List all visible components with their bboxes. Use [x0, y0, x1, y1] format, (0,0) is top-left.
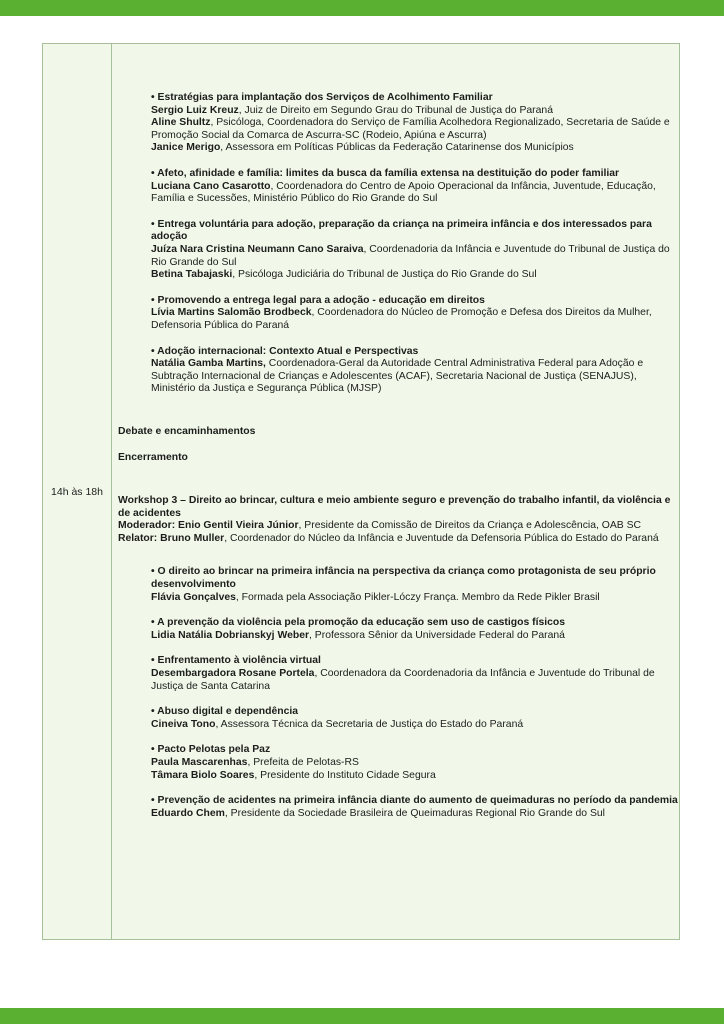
speaker-desc: , Formada pela Associação Pikler-Lóczy França. Membro da Rede Pikler Brasil: [235, 591, 600, 603]
topic-block: [151, 295, 678, 333]
speaker: [151, 668, 678, 693]
topic-title: • Afeto, afinidade e família: limites da busca da família extensa na destituição do poder familiar: [151, 167, 620, 179]
speaker: [151, 244, 678, 269]
time-slot: 14h às 18h: [51, 486, 103, 498]
speaker-desc: , Coordenadora da Coordenadoria da Infância e Juventude do Tribunal de Justiça de Santa Catarina: [151, 668, 655, 692]
speaker-name: Luciana Cano Casarotto: [151, 180, 271, 192]
speaker-desc: Coordenadora-Geral da Autoridade Central Administrativa Federal para Adoção e Subtração Internacional de Crianças e Adolescentes (ACAF), Secretaria Nacional de Justiça (SENAJUS), Ministério da Justiça e Segurança Pública (MJSP): [151, 358, 644, 395]
topic-title: • Pacto Pelotas pela Paz: [151, 744, 271, 756]
speaker-name: Flávia Gonçalves: [151, 591, 236, 603]
speaker-desc: , Prefeita de Pelotas-RS: [247, 756, 359, 768]
debate-heading: Debate e encaminhamentos: [118, 425, 256, 437]
closing-heading: Encerramento: [118, 452, 188, 464]
moderator-desc: , Presidente da Comissão de Direitos da Criança e Adolescência, OAB SC: [298, 520, 642, 532]
speaker-desc: , Coordenadoria da Infância e Juventude do Tribunal de Justiça do Rio Grande do Sul: [151, 243, 670, 268]
speaker-name: Betina Tabajaski: [151, 269, 233, 281]
speaker: [151, 770, 678, 783]
topic-title: • O direito ao brincar na primeira infância na perspectiva da criança como protagonista de seu próprio desenvolvimento: [151, 566, 656, 591]
topic-block: [151, 744, 678, 782]
top-accent-bar: [0, 0, 724, 16]
bottom-accent-bar: [0, 1008, 724, 1024]
workshop-moderator: [118, 520, 678, 533]
topic-block: [151, 219, 678, 282]
speaker-name: Desembargadora Rosane Portela: [151, 668, 315, 679]
speaker: [151, 358, 678, 396]
topic-block: [151, 168, 678, 206]
speaker-name: Eduardo Chem: [151, 807, 225, 819]
speaker: [151, 105, 678, 118]
topic-block: [151, 706, 678, 731]
topic-block: [151, 566, 678, 604]
speaker-desc: , Juiz de Direito em Segundo Grau do Tribunal de Justiça do Paraná: [238, 104, 553, 116]
topic-title: • Adoção internacional: Contexto Atual e Perspectivas: [151, 345, 419, 357]
speaker-desc: , Professora Sênior da Universidade Federal do Paraná: [309, 629, 565, 641]
speaker: [151, 757, 678, 770]
topic-block: [151, 92, 678, 155]
topic-title: • Abuso digital e dependência: [151, 706, 299, 718]
workshop-title: Workshop 3 – Direito ao brincar, cultura e meio ambiente seguro e prevenção do trabalho infantil, da violência e de acidentes: [118, 495, 671, 519]
speaker-name: Janice Merigo: [151, 142, 221, 154]
speaker-name: Lidia Natália Dobrianskyj Weber: [151, 629, 310, 641]
speaker: [151, 181, 678, 206]
workshop-block: [118, 495, 678, 545]
topic-title: • Estratégias para implantação dos Serviços de Acolhimento Familiar: [151, 92, 493, 103]
moderator-name: Moderador: Enio Gentil Vieira Júnior: [118, 520, 299, 532]
topic-title: • Promovendo a entrega legal para a adoção - educação em direitos: [151, 294, 485, 306]
speaker-desc: , Psicóloga, Coordenadora do Serviço de Família Acolhedora Regionalizado, Secretaria de Saúde e Promoção Social da Comarca de Ascurra-SC (Rodeio, Apiúna e Ascurra): [151, 117, 670, 141]
topic-block: [151, 795, 678, 820]
schedule-content: [118, 92, 678, 820]
topic-title: • Entrega voluntária para adoção, preparação da criança na primeira infância e dos interessados para adoção: [151, 218, 652, 243]
speaker: [151, 142, 678, 155]
speaker-name: Lívia Martins Salomão Brodbeck: [151, 307, 312, 319]
speaker-name: Tâmara Biolo Soares: [151, 769, 255, 781]
speaker-name: Sergio Luiz Kreuz: [151, 104, 239, 116]
speaker-desc: , Coordenadora do Núcleo de Promoção e Defesa dos Direitos da Mulher, Defensoria Pública do Paraná: [151, 307, 652, 331]
speaker-desc: , Assessora Técnica da Secretaria de Justiça do Estado do Paraná: [215, 718, 524, 730]
speaker-name: Cineiva Tono: [151, 718, 216, 730]
topic-title: • Prevenção de acidentes na primeira infância diante do aumento de queimaduras no período da pandemia: [151, 795, 678, 807]
topic-block: [151, 346, 678, 396]
speaker-desc: , Presidente da Sociedade Brasileira de Queimaduras Regional Rio Grande do Sul: [224, 807, 605, 819]
relator-desc: , Coordenador do Núcleo da Infância e Juventude da Defensoria Pública do Estado do Paraná: [224, 532, 659, 544]
speaker-name: Aline Shultz: [151, 117, 211, 129]
topic-block: [151, 655, 678, 693]
speaker-desc: , Psicóloga Judiciária do Tribunal de Justiça do Rio Grande do Sul: [232, 269, 537, 281]
speaker-desc: , Presidente do Instituto Cidade Segura: [254, 769, 436, 781]
panel-topics-group-1: [118, 92, 678, 396]
speaker: [151, 269, 678, 282]
speaker: [151, 630, 678, 643]
speaker-desc: , Coordenadora do Centro de Apoio Operacional da Infância, Juventude, Educação, Família e Sucessões, Ministério Público do Rio Grande do Sul: [151, 180, 656, 205]
speaker: [151, 117, 678, 142]
speaker-desc: , Assessora em Políticas Públicas da Federação Catarinense dos Municípios: [220, 142, 574, 154]
topic-title: • Enfrentamento à violência virtual: [151, 655, 321, 667]
topic-block: [151, 617, 678, 642]
speaker: [151, 592, 678, 605]
speaker: [151, 808, 678, 821]
speaker: [151, 307, 678, 332]
panel-topics-group-2: [118, 566, 678, 820]
relator-name: Relator: Bruno Muller: [118, 532, 225, 544]
speaker-name: Juíza Nara Cristina Neumann Cano Saraiva: [151, 243, 364, 255]
speaker-name: Natália Gamba Martins,: [151, 358, 266, 370]
speaker-name: Paula Mascarenhas: [151, 756, 248, 768]
topic-title: • A prevenção da violência pela promoção da educação sem uso de castigos físicos: [151, 617, 566, 629]
speaker: [151, 719, 678, 732]
workshop-relator: [118, 533, 678, 546]
